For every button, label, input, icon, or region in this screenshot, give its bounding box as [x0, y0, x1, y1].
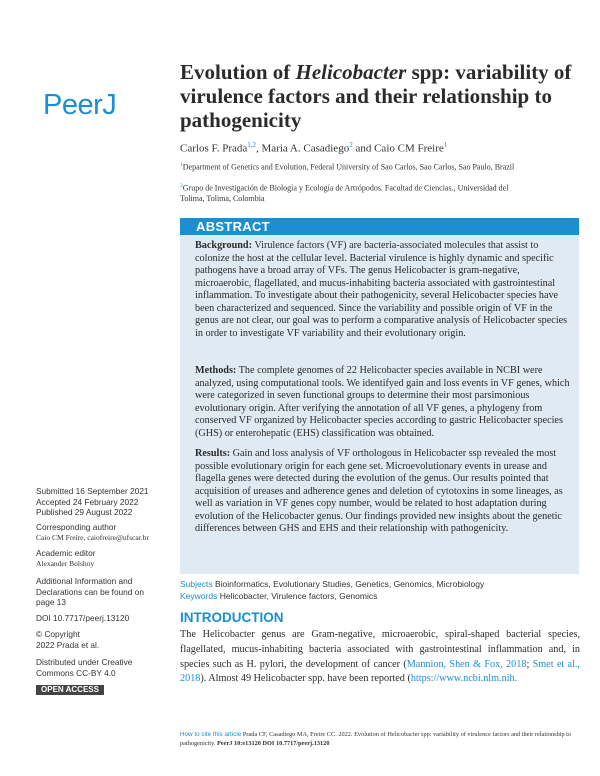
keywords-value: Helicobacter, Virulence factors, Genomics: [219, 591, 378, 601]
how-to-cite: [180, 730, 580, 748]
affiliation-2: [180, 181, 530, 204]
affiliation-text: Department of Genetics and Evolution, Federal University of Sao Carlos, Sao Carlos, Sao Paulo, Brazil: [182, 162, 515, 172]
subjects-label: Subjects: [180, 579, 213, 589]
academic-editor-value: Alexander Bolshoy: [36, 558, 95, 568]
abstract-heading: ABSTRACT: [196, 219, 270, 234]
title-italic: Helicobacter: [295, 60, 407, 84]
corresponding-author-value[interactable]: Caio CM Freire, caiofreire@ufscar.br: [36, 532, 149, 542]
published-date: Published 29 August 2022: [36, 507, 133, 517]
abstract-results-label: Results:: [195, 448, 231, 459]
author-separator: ,: [256, 142, 262, 155]
introduction-heading: INTRODUCTION: [180, 610, 284, 625]
author-name[interactable]: Caio CM Freire: [374, 142, 444, 155]
author-affiliation-mark: 2: [349, 141, 353, 149]
how-to-cite-text: Prada CF, Casadiego MA, Freire CC. 2022. Evolution of Helicobacter spp: variability of virulence factors and their relationship to pathogenicity.: [180, 731, 572, 747]
open-access-badge: OPEN ACCESS: [36, 685, 104, 695]
copyright-label-text: Copyright: [44, 629, 80, 639]
abstract-methods-label: Methods:: [195, 365, 237, 376]
abstract-methods: [195, 365, 573, 440]
keywords-label: Keywords: [180, 591, 218, 601]
how-to-cite-journal[interactable]: PeerJ 10:e13120 DOI 10.7717/peerj.13120: [217, 740, 330, 747]
affiliation-number: 1: [180, 162, 183, 168]
intro-text: ;: [526, 658, 533, 670]
introduction-paragraph: [180, 628, 580, 687]
license[interactable]: Distributed under Creative Commons CC-BY 4.0: [36, 657, 133, 678]
copyright: [36, 629, 171, 650]
keywords: [180, 591, 377, 601]
author-name[interactable]: Maria A. Casadiego: [261, 142, 350, 155]
submission-dates: [36, 486, 171, 518]
affiliation-number: 2: [180, 183, 183, 189]
how-to-cite-label: How to cite this article: [180, 731, 242, 738]
additional-information[interactable]: Additional Information and Declarations can be found on page 13: [36, 576, 144, 607]
subjects-value: Bioinformatics, Evolutionary Studies, Genetics, Genomics, Microbiology: [214, 579, 485, 589]
peerj-logo: PeerJ: [43, 89, 117, 121]
intro-text: ). Almost 49 Helicobacter spp. have been reported (: [200, 673, 411, 685]
citation-link[interactable]: Smet et al., 2018: [180, 658, 580, 685]
abstract-results: [195, 448, 573, 536]
affiliation-1: [180, 160, 530, 173]
abstract-background-text: Virulence factors (VF) are bacteria-associated molecules that assist to colonize the host at the cellular level. Bacterial virulence is highly dynamic and specific pathogens have a broad array of VFs. The genus Helicobacter is gram-negative, microaerobic, flagellated, and mucus-inhabiting bacteria associated with gastrointestinal inflammation. To investigate about their pathogenicity, several Helicobacter species have been characterized and sequenced. Since the variability and possible origin of VF in the genus are not clear, our goal was to perform a comparative analysis of Helicobacter species in order to investigate VF variability and their evolutionary origin.: [195, 240, 568, 339]
academic-editor-label: Academic editor: [36, 548, 96, 558]
intro-text: The Helicobacter genus are Gram-negative, microaerobic, spiral-shaped bacterial species, flagellated, mucus-inhabiting bacteria associated with gastrointestinal inflammation and, in species such as H. pylori, the development of cancer (: [180, 629, 580, 670]
submitted-date: Submitted 16 September 2021: [36, 486, 149, 496]
title-pre: Evolution of: [180, 60, 296, 84]
author-list: [180, 141, 580, 155]
abstract-methods-text: The complete genomes of 22 Helicobacter species available in NCBI were analyzed, using computational tools. We identifyed gain and loss events in VF genes, which were categorized in seven functional groups to determine their most parsimonious evolutionary origin. After verifying the annotation of all VF genes, a phylogeny from conserved VF organized by Helicobacter species according to gastric Helicobacter species (GHS) or enterohepatic (EHS) classification was obtained.: [195, 365, 570, 439]
abstract-background: [195, 240, 573, 340]
author-affiliation-mark: 1: [443, 141, 448, 149]
copyright-value: 2022 Prada et al.: [36, 639, 100, 650]
title-post: spp: variability of virulence factors and their relationship to pathogenicity: [180, 60, 572, 132]
copyright-label: [36, 629, 171, 640]
academic-editor: [36, 548, 171, 569]
article-title: [180, 60, 580, 132]
subjects: [180, 579, 484, 589]
copyright-icon: ©: [36, 629, 43, 639]
author-separator: and: [352, 142, 375, 155]
citation-link[interactable]: Mannion, Shen & Fox, 2018: [406, 658, 527, 670]
abstract-results-text: Gain and loss analysis of VF orthologous in Helicobacter ssp revealed the most possible evolutionary origin for each gene set. Microevolutionary events in urease and flagella genes were detected during the evolution of the genus. Our results pointed that acquisition of ureases and adherence genes and deletion of cytotoxins in some lineages, as well as variation in VF genes copy number, would be related to host adaptation during evolution of the Helicobacter genus. Our findings provided new insights about the genetic differences between GHS and EHS and their relationship with pathogenicity.: [195, 448, 563, 534]
corresponding-author: [36, 522, 171, 543]
affiliation-text: Grupo de Investigación de Biología y Ecología de Artrópodos. Facultad de Ciencias., Universidad del Tolima, Tolima, Colombia: [180, 183, 509, 203]
doi[interactable]: DOI 10.7717/peerj.13120: [36, 613, 130, 623]
corresponding-author-label: Corresponding author: [36, 522, 117, 532]
author-name[interactable]: Carlos F. Prada: [180, 142, 248, 155]
abstract-background-label: Background:: [195, 240, 252, 251]
ncbi-link[interactable]: https://www.ncbi.nlm.nih.: [410, 673, 518, 685]
author-affiliation-mark: 1,2: [247, 141, 257, 149]
accepted-date: Accepted 24 February 2022: [36, 496, 139, 507]
